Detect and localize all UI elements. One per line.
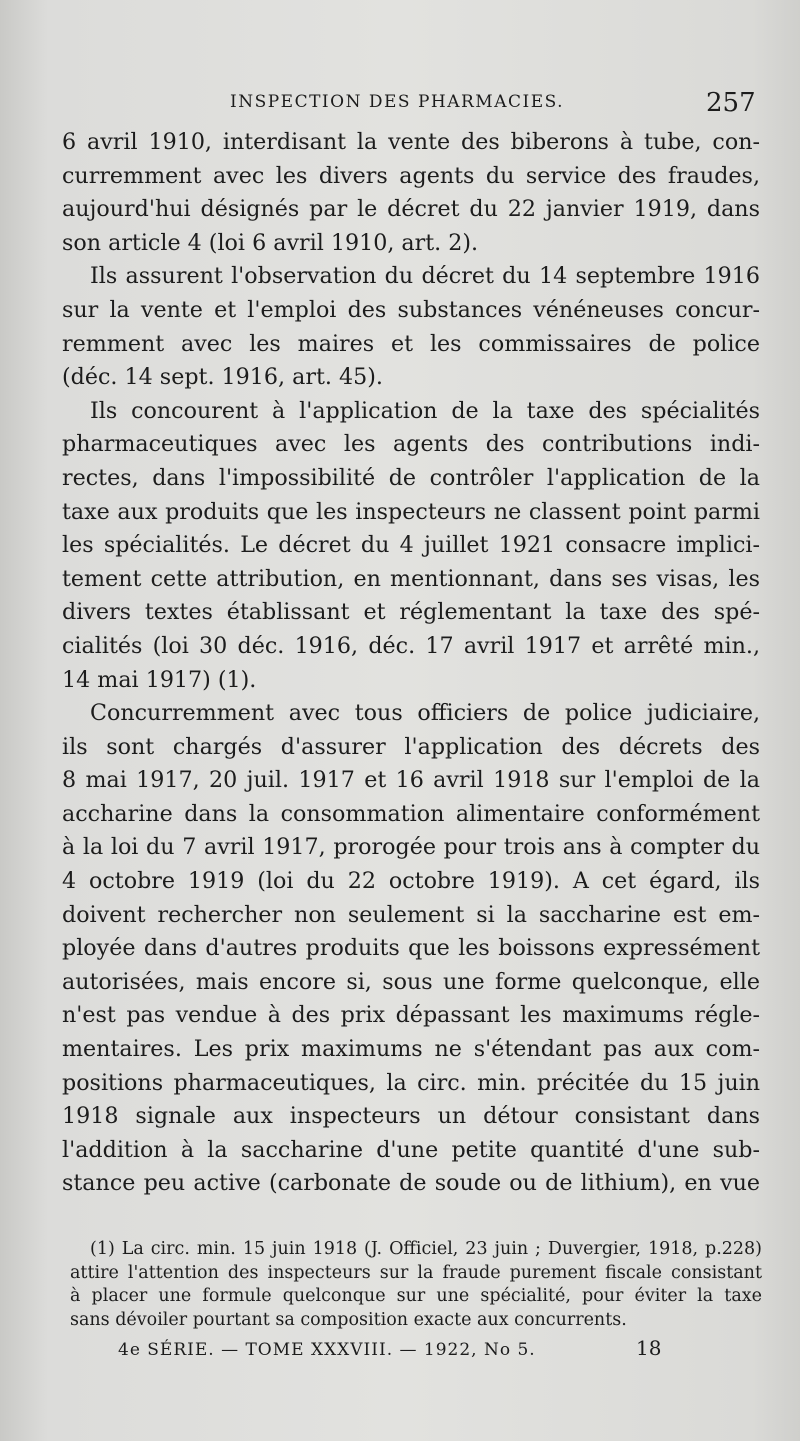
- text-line: curremment avec les divers agents du service des fraudes,: [62, 162, 760, 189]
- text-line: 8 mai 1917, 20 juil. 1917 et 16 avril 1918 sur l'emploi de la: [62, 767, 760, 794]
- text-line: divers textes établissant et réglementant la taxe des spé-: [62, 599, 760, 626]
- sheet-number: 18: [636, 1336, 662, 1360]
- footnote-line: (1) La circ. min. 15 juin 1918 (J. Officiel, 23 juin ; Duvergier, 1918, p.228): [90, 1239, 762, 1259]
- text-line: taxe aux produits que les inspecteurs ne classent point parmi: [62, 498, 760, 525]
- text-line: l'addition à la saccharine d'une petite quantité d'une sub-: [62, 1136, 760, 1163]
- text-line: Concurremment avec tous officiers de police judiciaire,: [90, 700, 760, 727]
- footnote-line: sans dévoiler pourtant sa composition exacte aux concurrents.: [70, 1309, 627, 1330]
- text-line: cialités (loi 30 déc. 1916, déc. 17 avril 1917 et arrêté min.,: [62, 632, 760, 659]
- text-line: rectes, dans l'impossibilité de contrôler l'application de la: [62, 464, 760, 491]
- footnote: [70, 1238, 762, 1332]
- series-volume-label: 4e SÉRIE. — TOME XXXVIII. — 1922, No 5.: [118, 1340, 536, 1360]
- body-text: [62, 126, 760, 1201]
- text-line: autorisées, mais encore si, sous une forme quelconque, elle: [62, 968, 760, 995]
- text-line: pharmaceutiques avec les agents des contributions indi-: [62, 431, 760, 458]
- text-line: les spécialités. Le décret du 4 juillet 1921 consacre implici-: [62, 532, 760, 559]
- text-line: doivent rechercher non seulement si la saccharine est em-: [62, 901, 760, 928]
- text-line: sur la vente et l'emploi des substances vénéneuses concur-: [62, 296, 760, 323]
- text-line: aujourd'hui désignés par le décret du 22 janvier 1919, dans: [62, 196, 760, 223]
- text-line: 4 octobre 1919 (loi du 22 octobre 1919). A cet égard, ils: [62, 868, 760, 895]
- text-line: (déc. 14 sept. 1916, art. 45).: [62, 364, 383, 391]
- running-title: INSPECTION DES PHARMACIES.: [230, 92, 565, 112]
- text-line: positions pharmaceutiques, la circ. min. précitée du 15 juin: [62, 1069, 760, 1096]
- text-line: Ils concourent à l'application de la taxe des spécialités: [90, 397, 760, 424]
- printer-signature: [0, 1336, 800, 1366]
- footnote-line: à placer une formule quelconque sur une spécialité, pour éviter la taxe: [70, 1286, 762, 1306]
- text-line: mentaires. Les prix maximums ne s'étendant pas aux com-: [62, 1036, 760, 1063]
- text-line: n'est pas vendue à des prix dépassant les maximums régle-: [62, 1002, 760, 1029]
- text-line: à la loi du 7 avril 1917, prorogée pour trois ans à compter du: [62, 834, 760, 861]
- text-line: stance peu active (carbonate de soude ou de lithium), en vue: [62, 1170, 760, 1197]
- text-line: 14 mai 1917) (1).: [62, 666, 257, 693]
- text-line: accharine dans la consommation alimentaire conformément: [62, 800, 760, 827]
- text-line: ils sont chargés d'assurer l'application des décrets des: [62, 733, 760, 760]
- text-line: remment avec les maires et les commissaires de police: [62, 330, 760, 357]
- text-line: 1918 signale aux inspecteurs un détour consistant dans: [62, 1103, 760, 1130]
- text-line: tement cette attribution, en mentionnant, dans ses visas, les: [62, 565, 760, 592]
- page-header: [0, 88, 800, 122]
- page-number: 257: [706, 88, 756, 118]
- text-line: ployée dans d'autres produits que les boissons expressément: [62, 935, 760, 962]
- footnote-line: attire l'attention des inspecteurs sur la fraude purement fiscale consistant: [70, 1262, 762, 1283]
- text-line: 6 avril 1910, interdisant la vente des biberons à tube, con-: [62, 129, 760, 155]
- text-line: son article 4 (loi 6 avril 1910, art. 2).: [62, 229, 479, 256]
- text-line: Ils assurent l'observation du décret du 14 septembre 1916: [90, 263, 760, 290]
